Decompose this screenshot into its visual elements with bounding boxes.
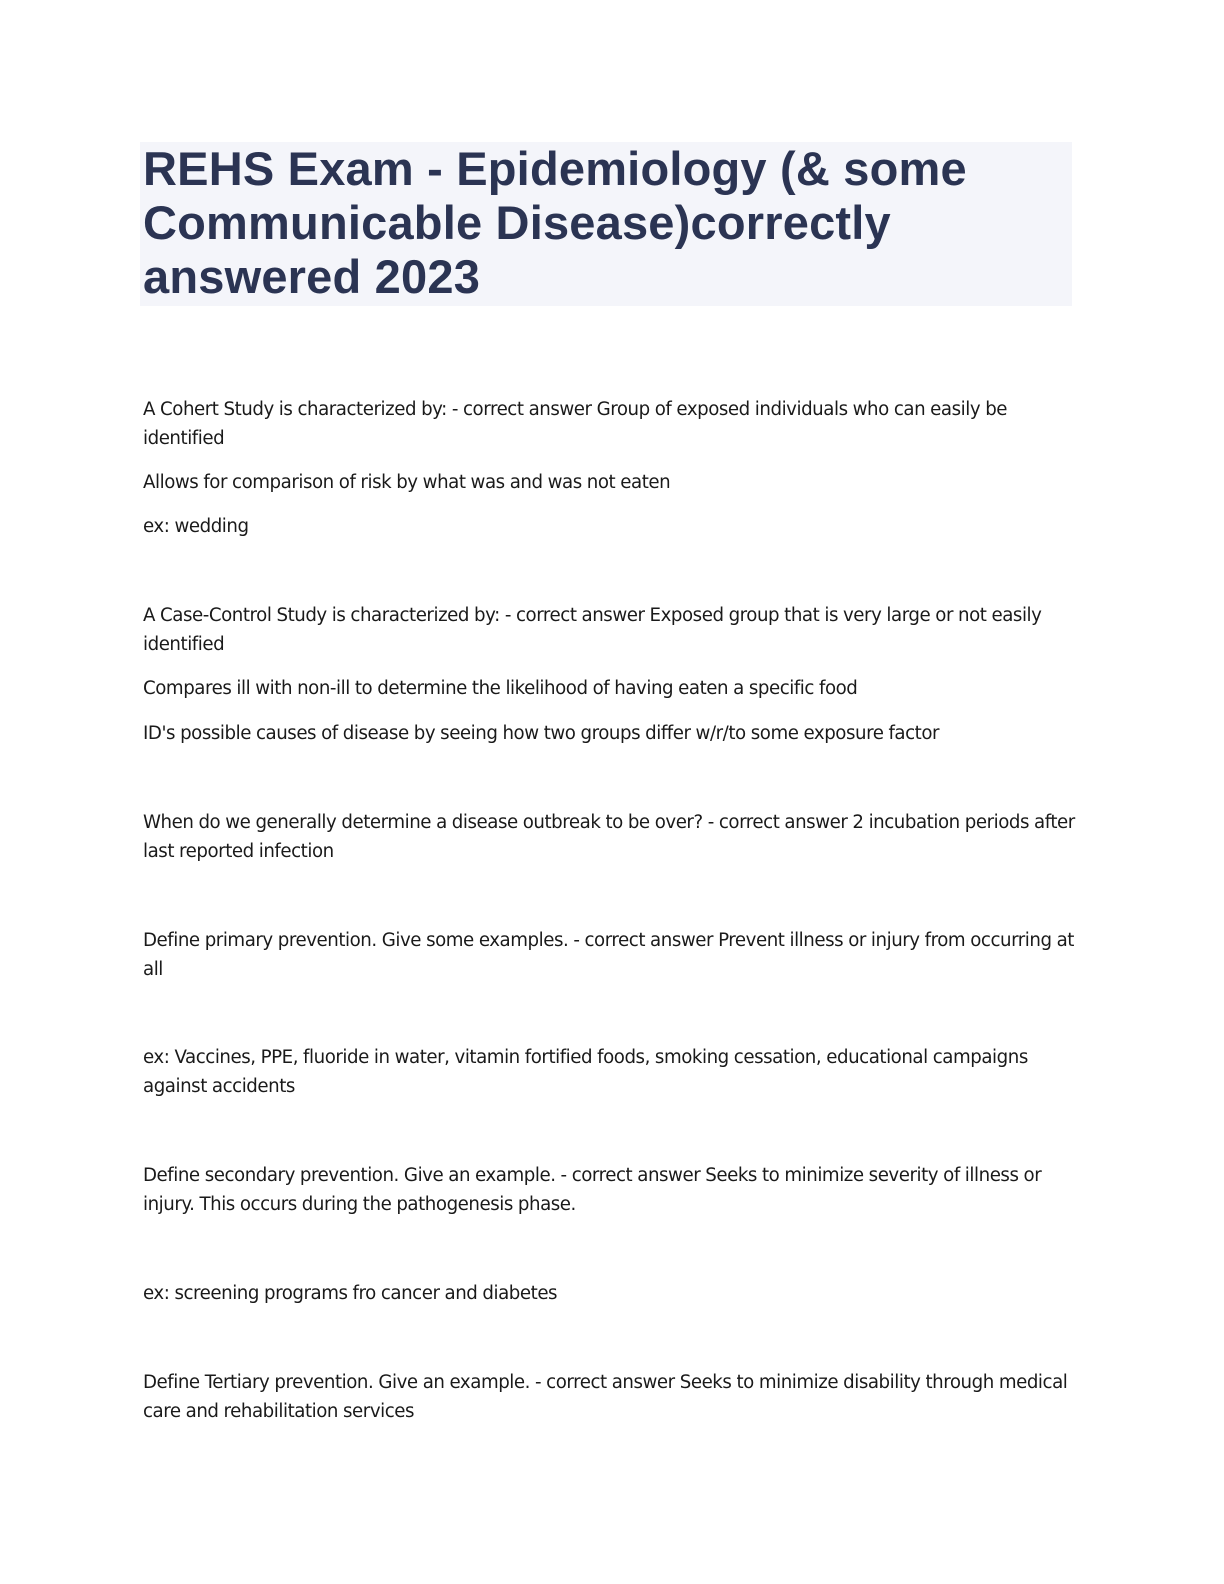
paragraph-primary-examples: ex: Vaccines, PPE, fluoride in water, vitamin fortified foods, smoking cessation, educational campaigns against accidents [143, 1047, 1028, 1097]
paragraph-cohort-example: ex: wedding [143, 516, 249, 537]
paragraph-secondary-example: ex: screening programs fro cancer and diabetes [143, 1283, 558, 1304]
title-block [140, 142, 1072, 306]
paragraph-cohort-study: A Cohert Study is characterized by: - correct answer Group of exposed individuals who can easily be identified [143, 399, 1008, 449]
paragraph-case-control-causes: ID's possible causes of disease by seeing how two groups differ w/r/to some exposure factor [143, 723, 940, 744]
paragraph-primary-prevention: Define primary prevention. Give some examples. - correct answer Prevent illness or injury from occurring at all [143, 930, 1074, 980]
paragraph-case-control-study: A Case-Control Study is characterized by: - correct answer Exposed group that is very large or not easily identified [143, 605, 1042, 655]
document-title: REHS Exam - Epidemiology (& some Communicable Disease)correctly answered 2023 [143, 142, 967, 303]
paragraph-cohort-comparison: Allows for comparison of risk by what was and was not eaten [143, 472, 671, 493]
paragraph-case-control-compare: Compares ill with non-ill to determine the likelihood of having eaten a specific food [143, 678, 858, 699]
paragraph-outbreak-over: When do we generally determine a disease outbreak to be over? - correct answer 2 incubation periods after last reported infection [143, 812, 1075, 862]
paragraph-secondary-prevention: Define secondary prevention. Give an example. - correct answer Seeks to minimize severity of illness or injury. This occurs during the pathogenesis phase. [143, 1165, 1042, 1215]
paragraph-tertiary-prevention: Define Tertiary prevention. Give an example. - correct answer Seeks to minimize disability through medical care and rehabilitation services [143, 1372, 1068, 1422]
